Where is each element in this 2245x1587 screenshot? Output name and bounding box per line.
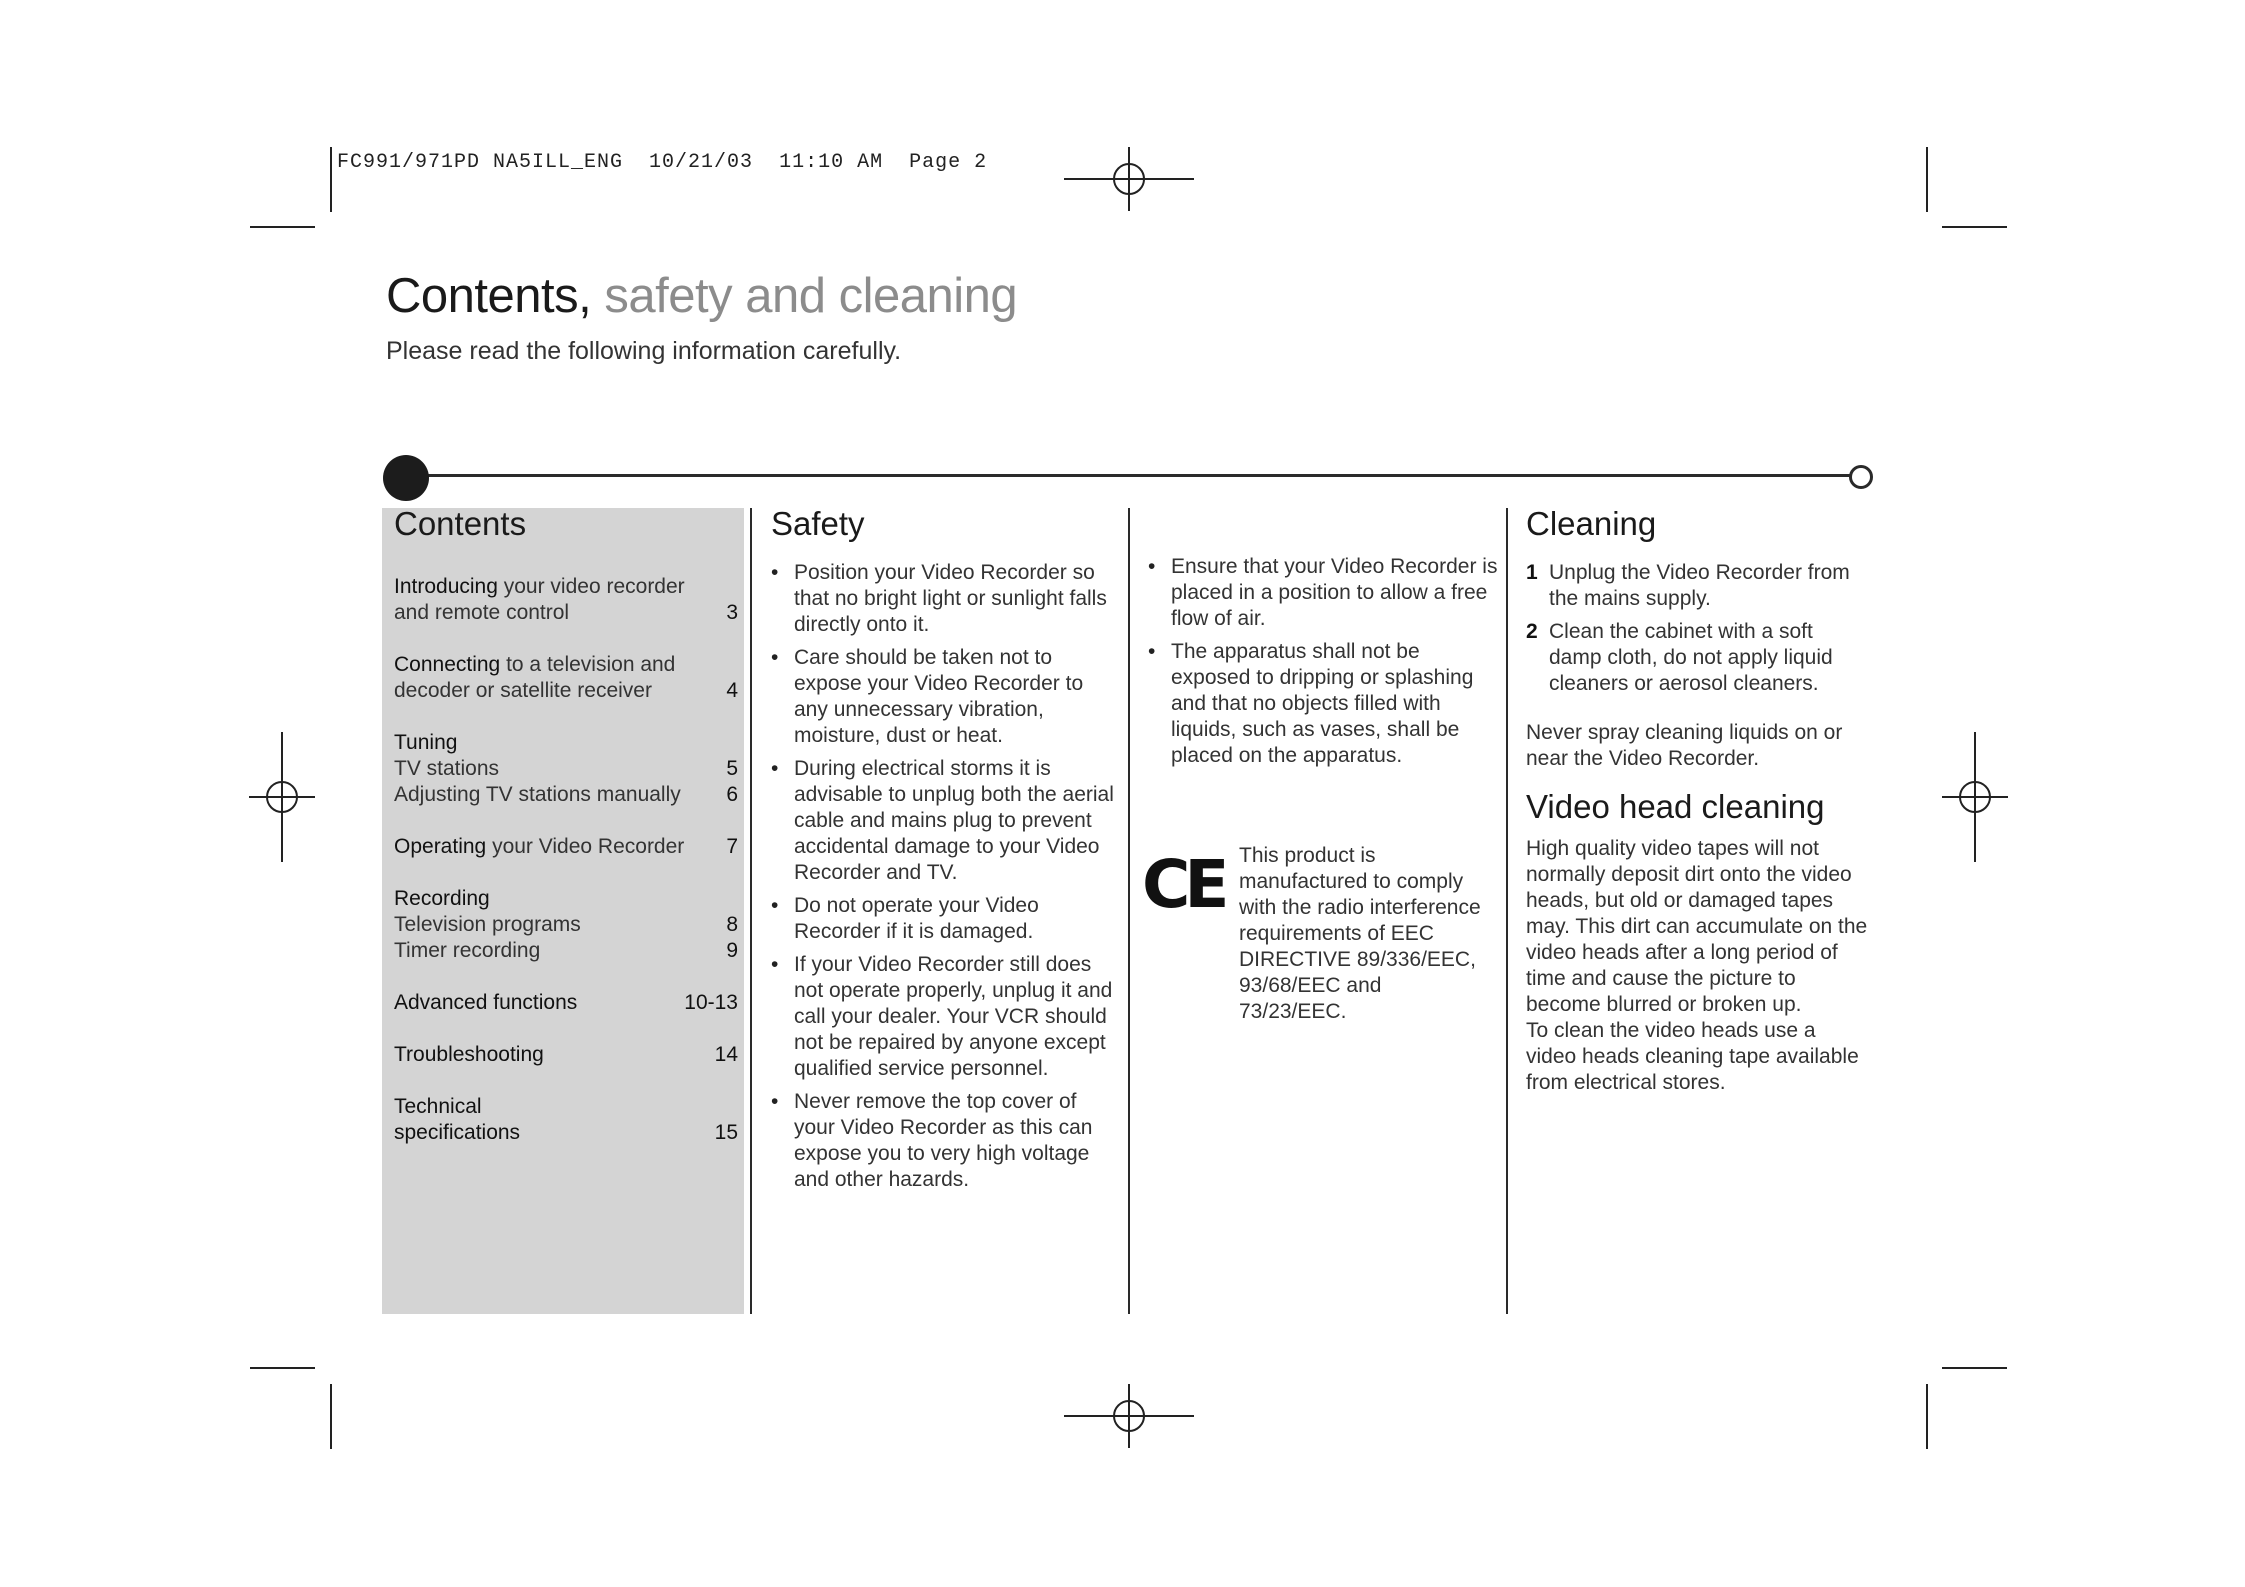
safety-item: • Ensure that your Video Recorder is placed in a position to allow a free flow of air. (1148, 554, 1503, 632)
contents-entry-label (394, 678, 652, 704)
contents-entry (394, 1042, 738, 1068)
contents-section (394, 574, 738, 626)
contents-list (394, 574, 738, 1172)
contents-page-number: 5 (726, 757, 738, 780)
safety-item: • Do not operate your Video Recorder if it is damaged. (771, 893, 1116, 945)
safety-item: • Never remove the top cover of your Video Recorder as this can expose you to very high voltage and other hazards. (771, 1089, 1116, 1193)
contents-page-number: 6 (726, 783, 738, 806)
registration-mark-icon (1064, 147, 1194, 211)
contents-page-number: 15 (714, 1121, 738, 1144)
contents-entry-label (394, 886, 490, 912)
page-title-light: safety and cleaning (604, 269, 1018, 323)
contents-entry-label (394, 600, 569, 626)
contents-entry-text: your Video Recorder (486, 835, 685, 858)
contents-entry-label (394, 1042, 544, 1068)
contents-entry-text: Television programs (394, 913, 581, 936)
safety-item: • Position your Video Recorder so that no bright light or sunlight falls directly onto it. (771, 560, 1116, 638)
contents-entry-bold: Recording (394, 887, 490, 910)
column-divider (1128, 508, 1130, 1314)
crop-mark (1926, 147, 1928, 212)
contents-entry-label (394, 912, 581, 938)
registration-mark-icon (1942, 732, 2008, 862)
cleaning-step-text: Clean the cabinet with a soft damp cloth, do not apply liquid cleaners or aerosol cleaners. (1549, 620, 1833, 695)
contents-entry (394, 1120, 738, 1146)
contents-page-number: 7 (726, 835, 738, 858)
contents-section (394, 1042, 738, 1068)
crop-mark (330, 147, 332, 212)
contents-entry-text: to a television and (500, 653, 676, 676)
contents-entry-bold: Advanced functions (394, 991, 578, 1014)
contents-entry-bold: specifications (394, 1121, 521, 1144)
cleaning-container (1526, 560, 1871, 1096)
safety-item: • The apparatus shall not be exposed to dripping or splashing and that no objects filled with liquids, such as vases, shall be placed on the apparatus. (1148, 639, 1503, 769)
print-slug: FC991/971PD NA5ILL_ENG 10/21/03 11:10 AM Page 2 (337, 151, 988, 174)
contents-page-number: 4 (726, 679, 738, 702)
cleaning-heading: Cleaning (1526, 505, 1657, 542)
contents-entry-label (394, 990, 577, 1016)
contents-section (394, 652, 738, 704)
contents-section (394, 834, 738, 860)
video-head-heading: Video head cleaning (1526, 788, 1825, 825)
contents-entry-label (394, 574, 685, 600)
contents-entry-label (394, 1094, 482, 1120)
ce-statement: This product is manufactured to comply with the radio interference requirements of EEC DIRECTIVE 89/336/EEC, 93/68/EEC and 73/23/EEC. (1239, 844, 1481, 1023)
safety-item: • During electrical storms it is advisable to unplug both the aerial cable and mains plug to prevent accidental damage to your Video Recorder and TV. (771, 756, 1116, 886)
contents-section (394, 1094, 738, 1146)
registration-mark-icon (1064, 1384, 1194, 1448)
video-head-text-2: To clean the video heads use a video heads cleaning tape available from electrical stores. (1526, 1019, 1859, 1094)
contents-entry-text: your video recorder (497, 575, 685, 598)
safety-heading: Safety (771, 505, 865, 542)
contents-entry-label (394, 756, 499, 782)
contents-entry (394, 782, 738, 808)
column-divider (750, 508, 752, 1314)
contents-entry-bold: Tuning (394, 731, 458, 754)
contents-page-number: 10-13 (684, 991, 738, 1014)
crop-mark (1942, 1367, 2007, 1369)
column-divider (1506, 508, 1508, 1314)
contents-page-number: 8 (726, 913, 738, 936)
contents-entry (394, 938, 738, 964)
safety-item: • Care should be taken not to expose your Video Recorder to any unnecessary vibration, moisture, dust or heat. (771, 645, 1116, 749)
page-title-dark: Contents, (386, 269, 592, 323)
contents-page-number: 14 (714, 1043, 738, 1066)
contents-entry-text: TV stations (394, 757, 500, 780)
cleaning-step-text: Unplug the Video Recorder from the mains supply. (1549, 561, 1850, 610)
contents-entry-bold: Introducing (394, 575, 498, 598)
rule-end-circle (1849, 465, 1873, 489)
safety-continued-container (1148, 554, 1503, 776)
contents-entry (394, 730, 738, 756)
section-rule (405, 474, 1861, 477)
rule-start-dot (383, 455, 429, 501)
contents-entry (394, 886, 738, 912)
cleaning-step (1526, 619, 1871, 697)
contents-entry-text: Adjusting TV stations manually (394, 783, 681, 806)
safety-item: • If your Video Recorder still does not operate properly, unplug it and call your dealer. Your VCR should not be repaired by anyone except qualified service personnel. (771, 952, 1116, 1082)
contents-section (394, 886, 738, 964)
contents-entry-label (394, 782, 681, 808)
contents-entry-bold: Operating (394, 835, 487, 858)
contents-entry-label (394, 1120, 520, 1146)
contents-page-number: 9 (726, 939, 738, 962)
contents-entry (394, 652, 738, 678)
contents-entry-text: Timer recording (394, 939, 541, 962)
video-head-text: High quality video tapes will not normally deposit dirt onto the video heads, but old or damaged tapes may. This dirt can accumulate on the video heads after a long period of time and cause the picture to become blurred or broken up. (1526, 837, 1868, 1016)
contents-entry-bold: Troubleshooting (394, 1043, 544, 1066)
contents-entry (394, 756, 738, 782)
contents-entry (394, 678, 738, 704)
contents-entry-bold: Technical (394, 1095, 482, 1118)
contents-section (394, 990, 738, 1016)
contents-heading: Contents (394, 505, 527, 542)
contents-entry-label (394, 938, 540, 964)
crop-mark (250, 1367, 315, 1369)
contents-entry (394, 600, 738, 626)
contents-page-number: 3 (726, 601, 738, 624)
contents-entry-label (394, 730, 457, 756)
crop-mark (1926, 1384, 1928, 1449)
contents-entry-text: and remote control (394, 601, 570, 624)
page-title (386, 268, 1017, 324)
crop-mark (1942, 226, 2007, 228)
contents-entry (394, 990, 738, 1016)
page-subtitle: Please read the following information carefully. (386, 337, 902, 365)
ce-mark-icon: CE (1142, 846, 1224, 923)
contents-entry (394, 1094, 738, 1120)
cleaning-note: Never spray cleaning liquids on or near the Video Recorder. (1526, 721, 1843, 770)
contents-entry (394, 834, 738, 860)
registration-mark-icon (249, 732, 315, 862)
contents-entry-bold: Connecting (394, 653, 501, 676)
crop-mark (330, 1384, 332, 1449)
contents-entry (394, 912, 738, 938)
contents-entry-label (394, 652, 675, 678)
cleaning-step (1526, 560, 1871, 612)
contents-section (394, 730, 738, 808)
contents-entry-text: decoder or satellite receiver (394, 679, 652, 702)
crop-mark (250, 226, 315, 228)
safety-list-container (771, 560, 1116, 1200)
contents-entry (394, 574, 738, 600)
contents-entry-label (394, 834, 684, 860)
